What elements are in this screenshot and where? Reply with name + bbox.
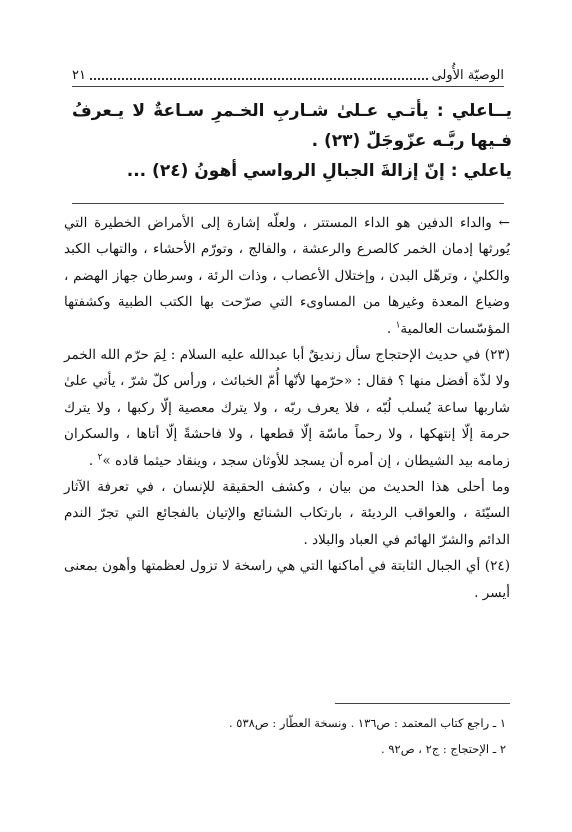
section-divider bbox=[72, 203, 504, 204]
footnote-2: ٢ ـ الإحتجاج : ج٢ ، ص٩٢ . bbox=[381, 742, 506, 756]
header-leader-dots bbox=[90, 77, 428, 80]
commentary-paragraph-3: وما أحلى هذا الحديث من بيان ، وكشف الحقيقة للإنسان ، في تعرفة الآثار السيّئة ، والعواقب الرديئة ، بارتكاب الشنائع والإتيان بالفجائع التي تجرّ الندم الدائم والشرّ الهائم في العباد والبلاد . bbox=[64, 479, 510, 548]
footnote-ref-1: ١ bbox=[395, 320, 401, 331]
header-divider bbox=[72, 86, 504, 87]
hadith-line-2: ياعلي : إنّ إزالةَ الجبالِ الرواسي أهونُ (٢٤) ... bbox=[126, 161, 512, 181]
commentary bbox=[64, 210, 510, 606]
commentary-paragraph-2: (٢٣) في حديث الإحتجاج سأل زنديقٌ أبا عبدالله عليه السلام : لِمَ حرّم الله الخمر ولا لذّة أفضل منها ؟ فقال : «حرّمها لأنّها أُمّ الخبائث ، ورأس كلّ شرّ ، يأتي علىٰ شاربها ساعة يُسلب لُبّه ، فلا يعرف ربّه ، ولا يترك معصية إلّا ركبها ، ولا يترك حرمة إلّا إنتهكها ، ولا رحماً ماسّة إلّا قطعها ، ولا فاحشةً إلّا أتاها ، والسكران زمامه بيد الشيطان ، إن أمره أن يسجد للأوثان سجد ، وينقاد حيثما قاده »$^٢$ . bbox=[64, 347, 510, 469]
header-title: الوصيّة الأُولى bbox=[431, 68, 504, 83]
commentary-paragraph-4: (٢٤) أي الجبال الثابتة في أماكنها التي هي راسخة لا تزول لعظمتها وأهون بمعنى أيسر . bbox=[64, 558, 510, 601]
hadith-text bbox=[72, 96, 512, 186]
paragraph-2-text: (٢٣) في حديث الإحتجاج سأل زنديقٌ أبا عبدالله عليه السلام : لِمَ حرّم الله الخمر ولا لذّة أفضل منها ؟ فقال : «حرّمها لأنّها أُمّ الخبائث ، ورأس كلّ شرّ ، يأتي علىٰ شاربها ساعة يُسلب لُبّه ، فلا يعرف ربّه ، ولا يترك معصية إلّا ركبها ، ولا يترك حرمة إلّا إنتهكها ، ولا رحماً ماسّة إلّا قطعها ، ولا فاحشةً إلّا أتاها ، والسكران زمامه بيد الشيطان ، إن أمره أن يسجد للأوثان سجد ، وينقاد حيثما قاده » bbox=[64, 347, 510, 469]
commentary-paragraph-1: ← والداء الدفين هو الداء المستتر ، ولعلّه إشارة إلى الأمراض الخطيرة التي يُورثها إدمان الخمر كالصرع والرعشة ، والفالج ، وتورّم الأحشاء ، والتهاب الكبد والكليٰ ، وترهّل البدن ، وإختلال الأعصاب ، وذات الرئة ، وسرطان جهاز الهضم ، وضياع المعدة وغيرها من المساوىء التي صرّحت بها الكتب الطبية وكشفتها المؤسّسات العالمية$^١$ . bbox=[64, 215, 510, 337]
footnotes bbox=[64, 710, 506, 762]
hadith-line-1: يــاعلي : يأتـي عـلىٰ شـاربِ الخـمرِ سـاعةٌ لا يـعرفُ فـيها ربَّـه عزّوجَلّ (٢٣) . bbox=[72, 101, 512, 151]
footnote-1: ١ ـ راجع كتاب المعتمد : ص١٣٦ . ونسخة العطّار : ص٥٣٨ . bbox=[228, 716, 506, 730]
footnote-divider bbox=[335, 703, 510, 704]
page-number: ٢١ bbox=[72, 68, 86, 83]
paragraph-1-text: ← والداء الدفين هو الداء المستتر ، ولعلّه إشارة إلى الأمراض الخطيرة التي يُورثها إدمان الخمر كالصرع والرعشة ، والفالج ، وتورّم الأحشاء ، والتهاب الكبد والكليٰ ، وترهّل البدن ، وإختلال الأعصاب ، وذات الرئة ، وسرطان جهاز الهضم ، وضياع المعدة وغيرها من المساوىء التي صرّحت بها الكتب الطبية وكشفتها المؤسّسات العالمية bbox=[64, 215, 510, 337]
footnote-ref-2: ٢ bbox=[97, 452, 103, 463]
running-header bbox=[72, 60, 504, 84]
